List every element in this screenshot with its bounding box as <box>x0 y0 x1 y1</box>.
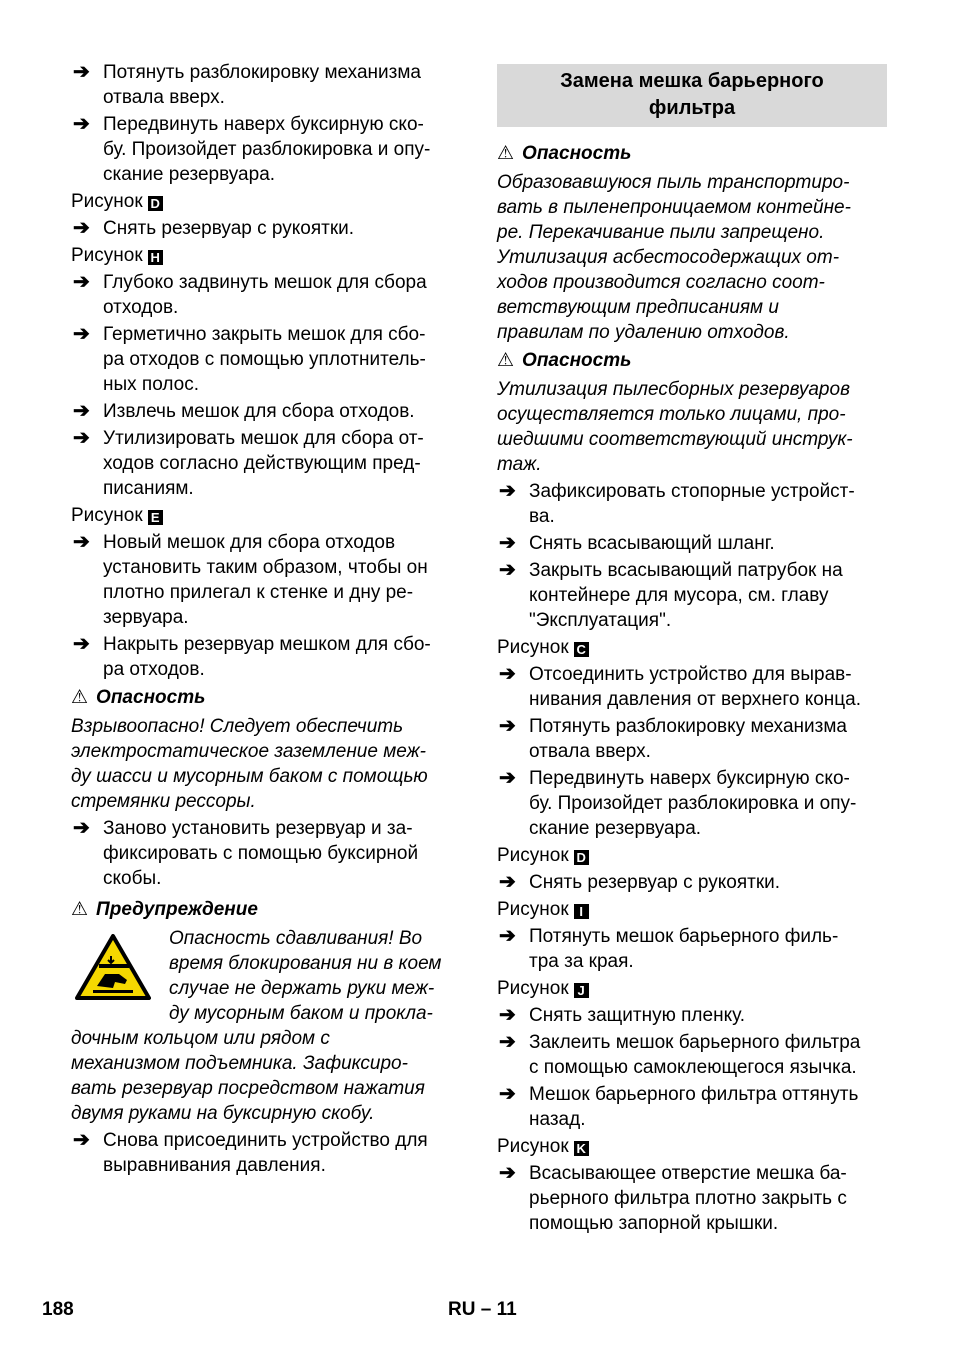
figure-ref-d: Рисунок D <box>71 189 461 214</box>
arrow-right-icon: ➔ <box>73 217 90 239</box>
warning-triangle-icon: ⚠ <box>497 350 515 371</box>
step: ➔ Заново установить резервуар и за- фиксировать с помощью буксирной скобы. <box>73 817 419 889</box>
step: ➔ Отсоединить устройство для вырав- нивания давления от верхнего конца. <box>499 663 862 710</box>
arrow-right-icon: ➔ <box>499 715 516 737</box>
figure-ref-c: Рисунок C <box>497 635 887 660</box>
danger-heading: ⚠ Опасность <box>497 143 632 164</box>
left-column <box>71 60 461 1180</box>
arrow-right-icon: ➔ <box>73 1129 90 1151</box>
step: ➔ Зафиксировать стопорные устройст- ва. <box>499 480 855 527</box>
arrow-right-icon: ➔ <box>499 1162 516 1184</box>
arrow-right-icon: ➔ <box>499 532 516 554</box>
arrow-right-icon: ➔ <box>499 1083 516 1105</box>
arrow-right-icon: ➔ <box>499 767 516 789</box>
danger-text: Образовавшуюся пыль транспортиро- вать в пыленепроницаемом контейне- ре. Перекачивание пыли запрещено. Утилизация асбестосодержащих от- ходов производится согласно соот- ветствующим предписаниям и правилам по удалению отходов. <box>497 172 851 343</box>
step: ➔ Снова присоединить устройство для выравнивания давления. <box>73 1129 428 1176</box>
danger-heading: ⚠ Опасность <box>497 350 632 371</box>
danger-heading: ⚠ Опасность <box>71 687 206 708</box>
step: ➔ Герметично закрыть мешок для сбо- ра отходов с помощью уплотнитель- ных полос. <box>73 323 426 395</box>
language-page-label: RU – 11 <box>448 1299 517 1320</box>
arrow-right-icon: ➔ <box>73 531 90 553</box>
figure-ref-h: Рисунок H <box>71 243 461 268</box>
figure-ref-d: Рисунок D <box>497 843 887 868</box>
arrow-right-icon: ➔ <box>73 400 90 422</box>
step: ➔ Передвинуть наверх буксирную ско- бу. Произойдет разблокировка и опу- скание резервуара. <box>73 113 431 185</box>
step: ➔ Передвинуть наверх буксирную ско- бу. Произойдет разблокировка и опу- скание резервуара. <box>499 767 857 839</box>
arrow-right-icon: ➔ <box>73 427 90 449</box>
arrow-right-icon: ➔ <box>73 633 90 655</box>
arrow-right-icon: ➔ <box>499 480 516 502</box>
step: ➔ Потянуть разблокировку механизма отвала вверх. <box>73 61 421 108</box>
step: ➔ Закрыть всасывающий патрубок на контейнере для мусора, см. главу "Эксплуатация". <box>499 559 843 631</box>
warning-text: Опасность сдавливания! Во время блокирования ни в коем случае не держать руки меж- ду мусорным баком и прокла- <box>169 928 442 1024</box>
step: ➔ Глубоко задвинуть мешок для сбора отходов. <box>73 271 427 318</box>
step: ➔ Заклеить мешок барьерного фильтра с помощью самоклеющегося язычка. <box>499 1031 861 1078</box>
step: ➔ Снять защитную пленку. <box>499 1004 745 1026</box>
warning-triangle-icon: ⚠ <box>497 143 515 164</box>
arrow-right-icon: ➔ <box>73 61 90 83</box>
step: ➔ Мешок барьерного фильтра оттянуть назад. <box>499 1083 859 1130</box>
arrow-right-icon: ➔ <box>73 323 90 345</box>
arrow-right-icon: ➔ <box>499 871 516 893</box>
figure-ref-k: Рисунок K <box>497 1134 887 1159</box>
arrow-right-icon: ➔ <box>499 1031 516 1053</box>
step: ➔ Снять резервуар с рукоятки. <box>499 871 781 893</box>
arrow-right-icon: ➔ <box>499 663 516 685</box>
warning-heading: ⚠ Предупреждение <box>71 899 258 920</box>
step: ➔ Потянуть мешок барьерного филь- тра за края. <box>499 925 839 972</box>
right-column <box>497 60 887 1238</box>
step: ➔ Снять всасывающий шланг. <box>499 532 775 554</box>
section-title: Замена мешка барьерного фильтра <box>497 64 887 127</box>
arrow-right-icon: ➔ <box>499 559 516 581</box>
arrow-right-icon: ➔ <box>73 271 90 293</box>
figure-ref-e: Рисунок E <box>71 503 461 528</box>
arrow-right-icon: ➔ <box>499 1004 516 1026</box>
warning-triangle-icon: ⚠ <box>71 899 89 920</box>
step: ➔ Извлечь мешок для сбора отходов. <box>73 400 415 422</box>
step: ➔ Новый мешок для сбора отходов установить таким образом, чтобы он плотно прилегал к стенке и дну ре- зервуара. <box>73 531 428 628</box>
step: ➔ Накрыть резервуар мешком для сбо- ра отходов. <box>73 633 431 680</box>
step: ➔ Снять резервуар с рукоятки. <box>73 217 355 239</box>
danger-text: Утилизация пылесборных резервуаров осуществляется только лицами, про- шедшими соответствующий инструк- таж. <box>497 379 853 475</box>
step: ➔ Утилизировать мешок для сбора от- ходов согласно действующим пред- писаниям. <box>73 427 424 499</box>
pinch-warning-block <box>71 926 461 1026</box>
figure-ref-i: Рисунок I <box>497 897 887 922</box>
arrow-right-icon: ➔ <box>73 113 90 135</box>
warning-triangle-icon: ⚠ <box>71 687 89 708</box>
figure-ref-j: Рисунок J <box>497 976 887 1001</box>
step: ➔ Всасывающее отверстие мешка ба- рьерного фильтра плотно закрыть с помощью запорной крышки. <box>499 1162 847 1234</box>
step: ➔ Потянуть разблокировку механизма отвала вверх. <box>499 715 847 762</box>
danger-text: Взрывоопасно! Следует обеспечить электростатическое заземление меж- ду шасси и мусорным баком с помощью стремянки рессоры. <box>71 716 428 812</box>
warning-text-continued: дочным кольцом или рядом с механизмом подъемника. Зафиксиро- вать резервуар посредством нажатия двумя руками на буксирную скобу. <box>71 1028 425 1124</box>
arrow-right-icon: ➔ <box>73 817 90 839</box>
hand-crush-hazard-icon <box>75 934 151 1000</box>
arrow-right-icon: ➔ <box>499 925 516 947</box>
page-number: 188 <box>42 1299 74 1320</box>
